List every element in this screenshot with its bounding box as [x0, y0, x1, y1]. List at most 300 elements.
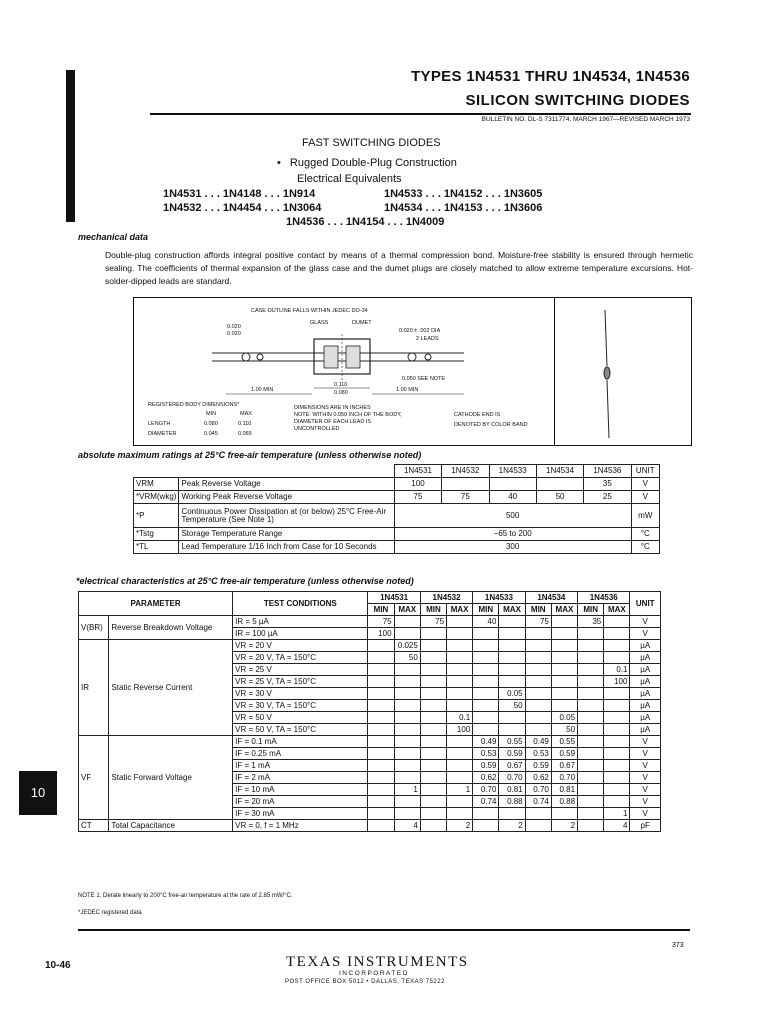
amr-param: Working Peak Reverse Voltage	[179, 491, 394, 504]
amr-unit: °C	[631, 541, 659, 554]
ec-param-name: Static Reverse Current	[109, 640, 233, 736]
ec-unit: V	[630, 796, 661, 808]
ec-value: 0.88	[499, 796, 525, 808]
length-min: 0.080	[204, 421, 218, 427]
amr-cell: 25	[584, 491, 631, 504]
ec-condition: IF = 0.1 mA	[233, 736, 368, 748]
ec-value	[473, 664, 499, 676]
case-outline-label: CASE OUTLINE FALLS WITHIN JEDEC DO-34	[251, 308, 368, 314]
equiv-line2-right: 1N4534 . . . 1N4153 . . . 1N3606	[384, 202, 543, 214]
ec-value	[525, 820, 551, 832]
ec-unit: µA	[630, 640, 661, 652]
ec-value	[447, 628, 473, 640]
ec-value: 0.81	[551, 784, 577, 796]
ec-value	[420, 736, 446, 748]
amr-sym: *Tstg	[134, 528, 179, 541]
ec-value	[499, 664, 525, 676]
ec-value	[394, 736, 420, 748]
amr-sym: *TL	[134, 541, 179, 554]
ec-condition: IF = 0.25 mA	[233, 748, 368, 760]
ec-value: 0.1	[447, 712, 473, 724]
ec-value	[551, 676, 577, 688]
equiv-line2-left: 1N4532 . . . 1N4454 . . . 1N3064	[163, 202, 322, 214]
ec-value	[551, 688, 577, 700]
ec-unit: pF	[630, 820, 661, 832]
ec-value: 0.55	[499, 736, 525, 748]
ec-value: 0.59	[473, 760, 499, 772]
intro-bullet	[277, 157, 457, 169]
amr-unit: mW	[631, 504, 659, 528]
ec-value: 0.62	[525, 772, 551, 784]
ec-value	[578, 760, 604, 772]
amr-row	[134, 528, 660, 541]
ec-value: 0.53	[525, 748, 551, 760]
left-margin-bar	[66, 70, 75, 222]
ec-value	[447, 772, 473, 784]
amr-span-cell: −65 to 200	[394, 528, 631, 541]
section-tab-label: 10	[30, 785, 46, 800]
ec-device-2: 1N4532	[420, 592, 472, 604]
footer-rule	[78, 929, 690, 931]
ec-value: 0.70	[551, 772, 577, 784]
ec-value	[499, 712, 525, 724]
ec-value	[368, 724, 394, 736]
ec-value	[394, 616, 420, 628]
ec-value	[473, 676, 499, 688]
ec-value: 0.59	[551, 748, 577, 760]
ec-value: 0.55	[551, 736, 577, 748]
amr-cell: 35	[584, 478, 631, 491]
min-header: MIN	[578, 604, 604, 616]
ec-value	[420, 808, 446, 820]
ec-value	[420, 628, 446, 640]
ec-device-5: 1N4536	[578, 592, 630, 604]
ec-value: 100	[447, 724, 473, 736]
ec-unit: V	[630, 628, 661, 640]
bullet-icon: •	[277, 157, 281, 169]
ec-value	[578, 652, 604, 664]
ec-value	[473, 688, 499, 700]
reg-max-header: MAX	[240, 411, 252, 417]
ec-param-header: PARAMETER	[79, 592, 233, 616]
ec-unit: µA	[630, 712, 661, 724]
ec-condition: VR = 25 V, TA = 150°C	[233, 676, 368, 688]
ec-value	[368, 772, 394, 784]
ec-value	[604, 772, 630, 784]
ec-value	[604, 700, 630, 712]
ec-condition: IF = 1 mA	[233, 760, 368, 772]
amr-param: Peak Reverse Voltage	[179, 478, 394, 491]
ec-value	[368, 640, 394, 652]
ec-value: 0.05	[551, 712, 577, 724]
ec-value: 0.1	[604, 664, 630, 676]
ec-value: 1	[394, 784, 420, 796]
amr-cell: 50	[536, 491, 583, 504]
ec-value	[578, 736, 604, 748]
length-max: 0.110	[238, 421, 252, 427]
ec-value	[604, 760, 630, 772]
ec-value	[368, 784, 394, 796]
ec-value	[473, 808, 499, 820]
ec-unit: µA	[630, 676, 661, 688]
ec-condition: VR = 25 V	[233, 664, 368, 676]
ec-value	[578, 676, 604, 688]
ec-unit: µA	[630, 724, 661, 736]
amr-col-5: 1N4536	[584, 465, 631, 478]
ec-value	[499, 676, 525, 688]
ec-unit: V	[630, 784, 661, 796]
ec-value: 2	[447, 820, 473, 832]
ec-value	[394, 688, 420, 700]
ec-value	[394, 796, 420, 808]
ec-value	[525, 676, 551, 688]
ec-value	[420, 748, 446, 760]
ec-condition: IF = 20 mA	[233, 796, 368, 808]
ec-value	[394, 664, 420, 676]
ec-value	[578, 784, 604, 796]
ec-value	[447, 616, 473, 628]
ec-value	[447, 652, 473, 664]
ec-value	[447, 736, 473, 748]
ec-param-name: Total Capacitance	[109, 820, 233, 832]
ec-param-name: Static Forward Voltage	[109, 736, 233, 820]
min-header: MIN	[420, 604, 446, 616]
package-drawing-box	[133, 297, 692, 446]
ec-value: 0.59	[525, 760, 551, 772]
ec-value: 0.05	[499, 688, 525, 700]
ec-value	[578, 820, 604, 832]
ec-value	[578, 664, 604, 676]
amr-param: Storage Temperature Range	[179, 528, 394, 541]
ec-unit: V	[630, 760, 661, 772]
ec-value	[473, 712, 499, 724]
ec-value	[578, 772, 604, 784]
ec-value	[447, 808, 473, 820]
ec-value	[604, 796, 630, 808]
note-2: *JEDEC registered data	[78, 910, 142, 916]
ec-value	[420, 796, 446, 808]
ec-value	[525, 664, 551, 676]
ec-value	[473, 700, 499, 712]
ec-value	[525, 652, 551, 664]
ec-value	[551, 664, 577, 676]
ec-value	[499, 724, 525, 736]
ec-unit: V	[630, 736, 661, 748]
ec-value	[551, 616, 577, 628]
ec-param-symbol: V(BR)	[79, 616, 109, 640]
ec-value	[604, 736, 630, 748]
ec-value	[447, 688, 473, 700]
ec-unit: µA	[630, 700, 661, 712]
ec-value: 0.70	[473, 784, 499, 796]
ec-value	[394, 712, 420, 724]
ec-param-symbol: CT	[79, 820, 109, 832]
ec-value: 0.67	[499, 760, 525, 772]
ec-value: 4	[604, 820, 630, 832]
ec-unit: µA	[630, 652, 661, 664]
diameter-max: 0.065	[238, 431, 252, 437]
ec-device-1: 1N4531	[368, 592, 420, 604]
ec-value	[499, 640, 525, 652]
ec-value: 0.59	[499, 748, 525, 760]
ec-value	[420, 760, 446, 772]
ec-condition: VR = 30 V, TA = 150°C	[233, 700, 368, 712]
ec-value	[499, 616, 525, 628]
ec-value	[604, 784, 630, 796]
dumet-label: DUMET	[352, 320, 372, 326]
ec-condition: IR = 100 µA	[233, 628, 368, 640]
amr-cell	[442, 478, 489, 491]
ec-row	[79, 616, 661, 628]
glass-label: GLASS	[310, 320, 329, 326]
ec-value	[420, 688, 446, 700]
company-incorporated: INCORPORATED	[339, 970, 409, 977]
ec-header-row	[79, 592, 661, 604]
max-header: MAX	[447, 604, 473, 616]
page-number-right: 373	[672, 942, 684, 949]
ec-param-symbol: VF	[79, 736, 109, 820]
ec-value: 0.49	[473, 736, 499, 748]
ec-value	[420, 664, 446, 676]
company-address: POST OFFICE BOX 5012 • DALLAS, TEXAS 75222	[285, 979, 445, 985]
max-header: MAX	[499, 604, 525, 616]
ec-value	[420, 772, 446, 784]
ec-value	[578, 688, 604, 700]
ec-value: 1	[604, 808, 630, 820]
ec-row	[79, 640, 661, 652]
ec-value	[368, 748, 394, 760]
ec-value	[578, 796, 604, 808]
equiv-line1-left: 1N4531 . . . 1N4148 . . . 1N914	[163, 188, 316, 200]
ec-value	[473, 628, 499, 640]
ec-value	[604, 688, 630, 700]
ec-condition: VR = 20 V	[233, 640, 368, 652]
ec-value: 0.88	[551, 796, 577, 808]
header-rule	[150, 113, 691, 115]
ec-unit: V	[630, 616, 661, 628]
ec-value	[420, 820, 446, 832]
ec-value: 100	[604, 676, 630, 688]
diameter-min: 0.045	[204, 431, 218, 437]
ec-unit: V	[630, 808, 661, 820]
ec-value: 75	[525, 616, 551, 628]
ec-condition: IF = 10 mA	[233, 784, 368, 796]
min-2-label: 1.00 MIN	[396, 387, 419, 393]
ec-unit: µA	[630, 664, 661, 676]
ec-value	[525, 628, 551, 640]
ec-value	[473, 652, 499, 664]
ec-value	[394, 808, 420, 820]
ec-value	[394, 772, 420, 784]
ec-value	[473, 724, 499, 736]
ec-condition: VR = 50 V, TA = 150°C	[233, 724, 368, 736]
ec-value	[499, 808, 525, 820]
max-header: MAX	[551, 604, 577, 616]
ec-condition: IF = 30 mA	[233, 808, 368, 820]
dim-0020-label: 0.020	[227, 324, 241, 330]
ec-value	[578, 748, 604, 760]
amr-span-cell: 500	[394, 504, 631, 528]
ec-unit-header: UNIT	[630, 592, 661, 616]
ec-value	[420, 700, 446, 712]
min-1-label: 1.00 MIN	[251, 387, 274, 393]
diode-photo	[555, 298, 691, 445]
ec-value: 40	[473, 616, 499, 628]
amr-col-3: 1N4533	[489, 465, 536, 478]
note-bottom-label: 0.050 SEE NOTE	[402, 376, 446, 382]
ec-value: 2	[499, 820, 525, 832]
ec-value	[394, 748, 420, 760]
ec-value	[368, 808, 394, 820]
ec-value	[551, 808, 577, 820]
mechanical-heading: mechanical data	[78, 232, 149, 242]
amr-table	[133, 464, 660, 554]
ec-value: 0.70	[525, 784, 551, 796]
bulletin-line: BULLETIN NO. DL-S 7311774, MARCH 1967—REVISED MARCH 1973	[481, 116, 690, 123]
amr-cell: 75	[442, 491, 489, 504]
ec-value	[420, 724, 446, 736]
equiv-heading: Electrical Equivalents	[297, 173, 402, 185]
ec-value	[525, 808, 551, 820]
ec-value	[447, 796, 473, 808]
ec-value	[525, 712, 551, 724]
ec-value	[604, 748, 630, 760]
ec-value	[368, 796, 394, 808]
amr-header-row	[134, 465, 660, 478]
ec-device-3: 1N4533	[473, 592, 525, 604]
ec-condition: VR = 30 V	[233, 688, 368, 700]
ec-value	[447, 664, 473, 676]
ec-value	[394, 700, 420, 712]
ec-value: 0.74	[525, 796, 551, 808]
amr-col-unit: UNIT	[631, 465, 659, 478]
dim-0020b-label: 0.020	[227, 331, 241, 337]
ec-value: 2	[551, 820, 577, 832]
ec-value	[420, 712, 446, 724]
ec-value: 35	[578, 616, 604, 628]
ec-value	[368, 700, 394, 712]
company-logo-text: TEXAS INSTRUMENTS	[286, 954, 469, 970]
page-number-left: 10-46	[45, 960, 71, 971]
mechanical-text: Double-plug construction affords integral positive contact by means of a thermal compression bond. Moisture-free stability is ensured through hermetic sealing. The coefficients of thermal expansion of the glass case and the dumet plugs are closely matched to allow extreme temperature excursions. Hot-solder-dipped leads are standard.	[105, 250, 693, 286]
ec-value	[447, 676, 473, 688]
ec-value	[604, 628, 630, 640]
ec-heading: *electrical characteristics at 25°C free-air temperature (unless otherwise noted)	[76, 576, 414, 586]
ec-value	[551, 700, 577, 712]
ec-unit: V	[630, 748, 661, 760]
ec-value	[420, 652, 446, 664]
ec-value	[525, 724, 551, 736]
reg-body-label: REGISTERED BODY DIMENSIONS*	[148, 402, 240, 408]
ec-value	[394, 760, 420, 772]
ec-value	[368, 712, 394, 724]
amr-unit: V	[631, 478, 659, 491]
ec-cond-header: TEST CONDITIONS	[233, 592, 368, 616]
ec-value: 0.81	[499, 784, 525, 796]
ec-value	[578, 700, 604, 712]
ec-row	[79, 820, 661, 832]
ec-value	[578, 640, 604, 652]
ec-value	[447, 760, 473, 772]
ec-condition: VR = 0, f = 1 MHz	[233, 820, 368, 832]
amr-row	[134, 491, 660, 504]
ec-unit: µA	[630, 688, 661, 700]
ec-value	[420, 676, 446, 688]
ec-value: 0.70	[499, 772, 525, 784]
ec-value	[368, 760, 394, 772]
amr-unit: V	[631, 491, 659, 504]
reg-min-header: MIN	[206, 411, 217, 417]
bullet-text: Rugged Double-Plug Construction	[289, 157, 457, 169]
max-header: MAX	[394, 604, 420, 616]
min-header: MIN	[525, 604, 551, 616]
amr-unit: °C	[631, 528, 659, 541]
ec-value: 0.67	[551, 760, 577, 772]
ec-value	[604, 724, 630, 736]
min-header: MIN	[368, 604, 394, 616]
ec-value	[578, 628, 604, 640]
amr-span-cell: 300	[394, 541, 631, 554]
ec-value: 75	[420, 616, 446, 628]
ec-value	[604, 712, 630, 724]
ec-value: 0.62	[473, 772, 499, 784]
ec-value	[420, 784, 446, 796]
ec-value	[473, 820, 499, 832]
ec-value	[525, 700, 551, 712]
ec-value	[499, 628, 525, 640]
min-header: MIN	[473, 604, 499, 616]
ec-value	[578, 712, 604, 724]
ec-value	[368, 676, 394, 688]
amr-cell: 100	[394, 478, 441, 491]
ec-param-name: Reverse Breakdown Voltage	[109, 616, 233, 640]
ec-value	[368, 664, 394, 676]
ec-value	[551, 628, 577, 640]
ec-value	[447, 640, 473, 652]
ec-value: 50	[499, 700, 525, 712]
ec-value: 1	[447, 784, 473, 796]
ec-value	[578, 724, 604, 736]
ec-device-4: 1N4534	[525, 592, 577, 604]
equiv-line3: 1N4536 . . . 1N4154 . . . 1N4009	[286, 216, 445, 228]
ec-value: 4	[394, 820, 420, 832]
two-leads-label: 2 LEADS	[416, 336, 439, 342]
section-tab	[19, 771, 57, 815]
amr-col-4: 1N4534	[536, 465, 583, 478]
ec-value	[368, 688, 394, 700]
amr-param: Continuous Power Dissipation at (or below) 25°C Free-Air Temperature (See Note 1)	[179, 504, 394, 528]
ec-value	[368, 652, 394, 664]
ec-condition: IF = 2 mA	[233, 772, 368, 784]
amr-sym: *P	[134, 504, 179, 528]
ec-value	[368, 820, 394, 832]
max-header: MAX	[604, 604, 630, 616]
ec-value	[394, 676, 420, 688]
amr-sym: *VRM(wkg)	[134, 491, 179, 504]
ec-value	[499, 652, 525, 664]
ec-value	[394, 724, 420, 736]
ec-value	[420, 640, 446, 652]
ec-value	[394, 628, 420, 640]
amr-param: Lead Temperature 1/16 Inch from Case for 10 Seconds	[179, 541, 394, 554]
ec-value: 0.53	[473, 748, 499, 760]
amr-row	[134, 478, 660, 491]
intro-subtitle: FAST SWITCHING DIODES	[302, 137, 441, 149]
ec-value: 50	[394, 652, 420, 664]
ec-value	[551, 640, 577, 652]
ec-value: 0.49	[525, 736, 551, 748]
ec-param-symbol: IR	[79, 640, 109, 736]
